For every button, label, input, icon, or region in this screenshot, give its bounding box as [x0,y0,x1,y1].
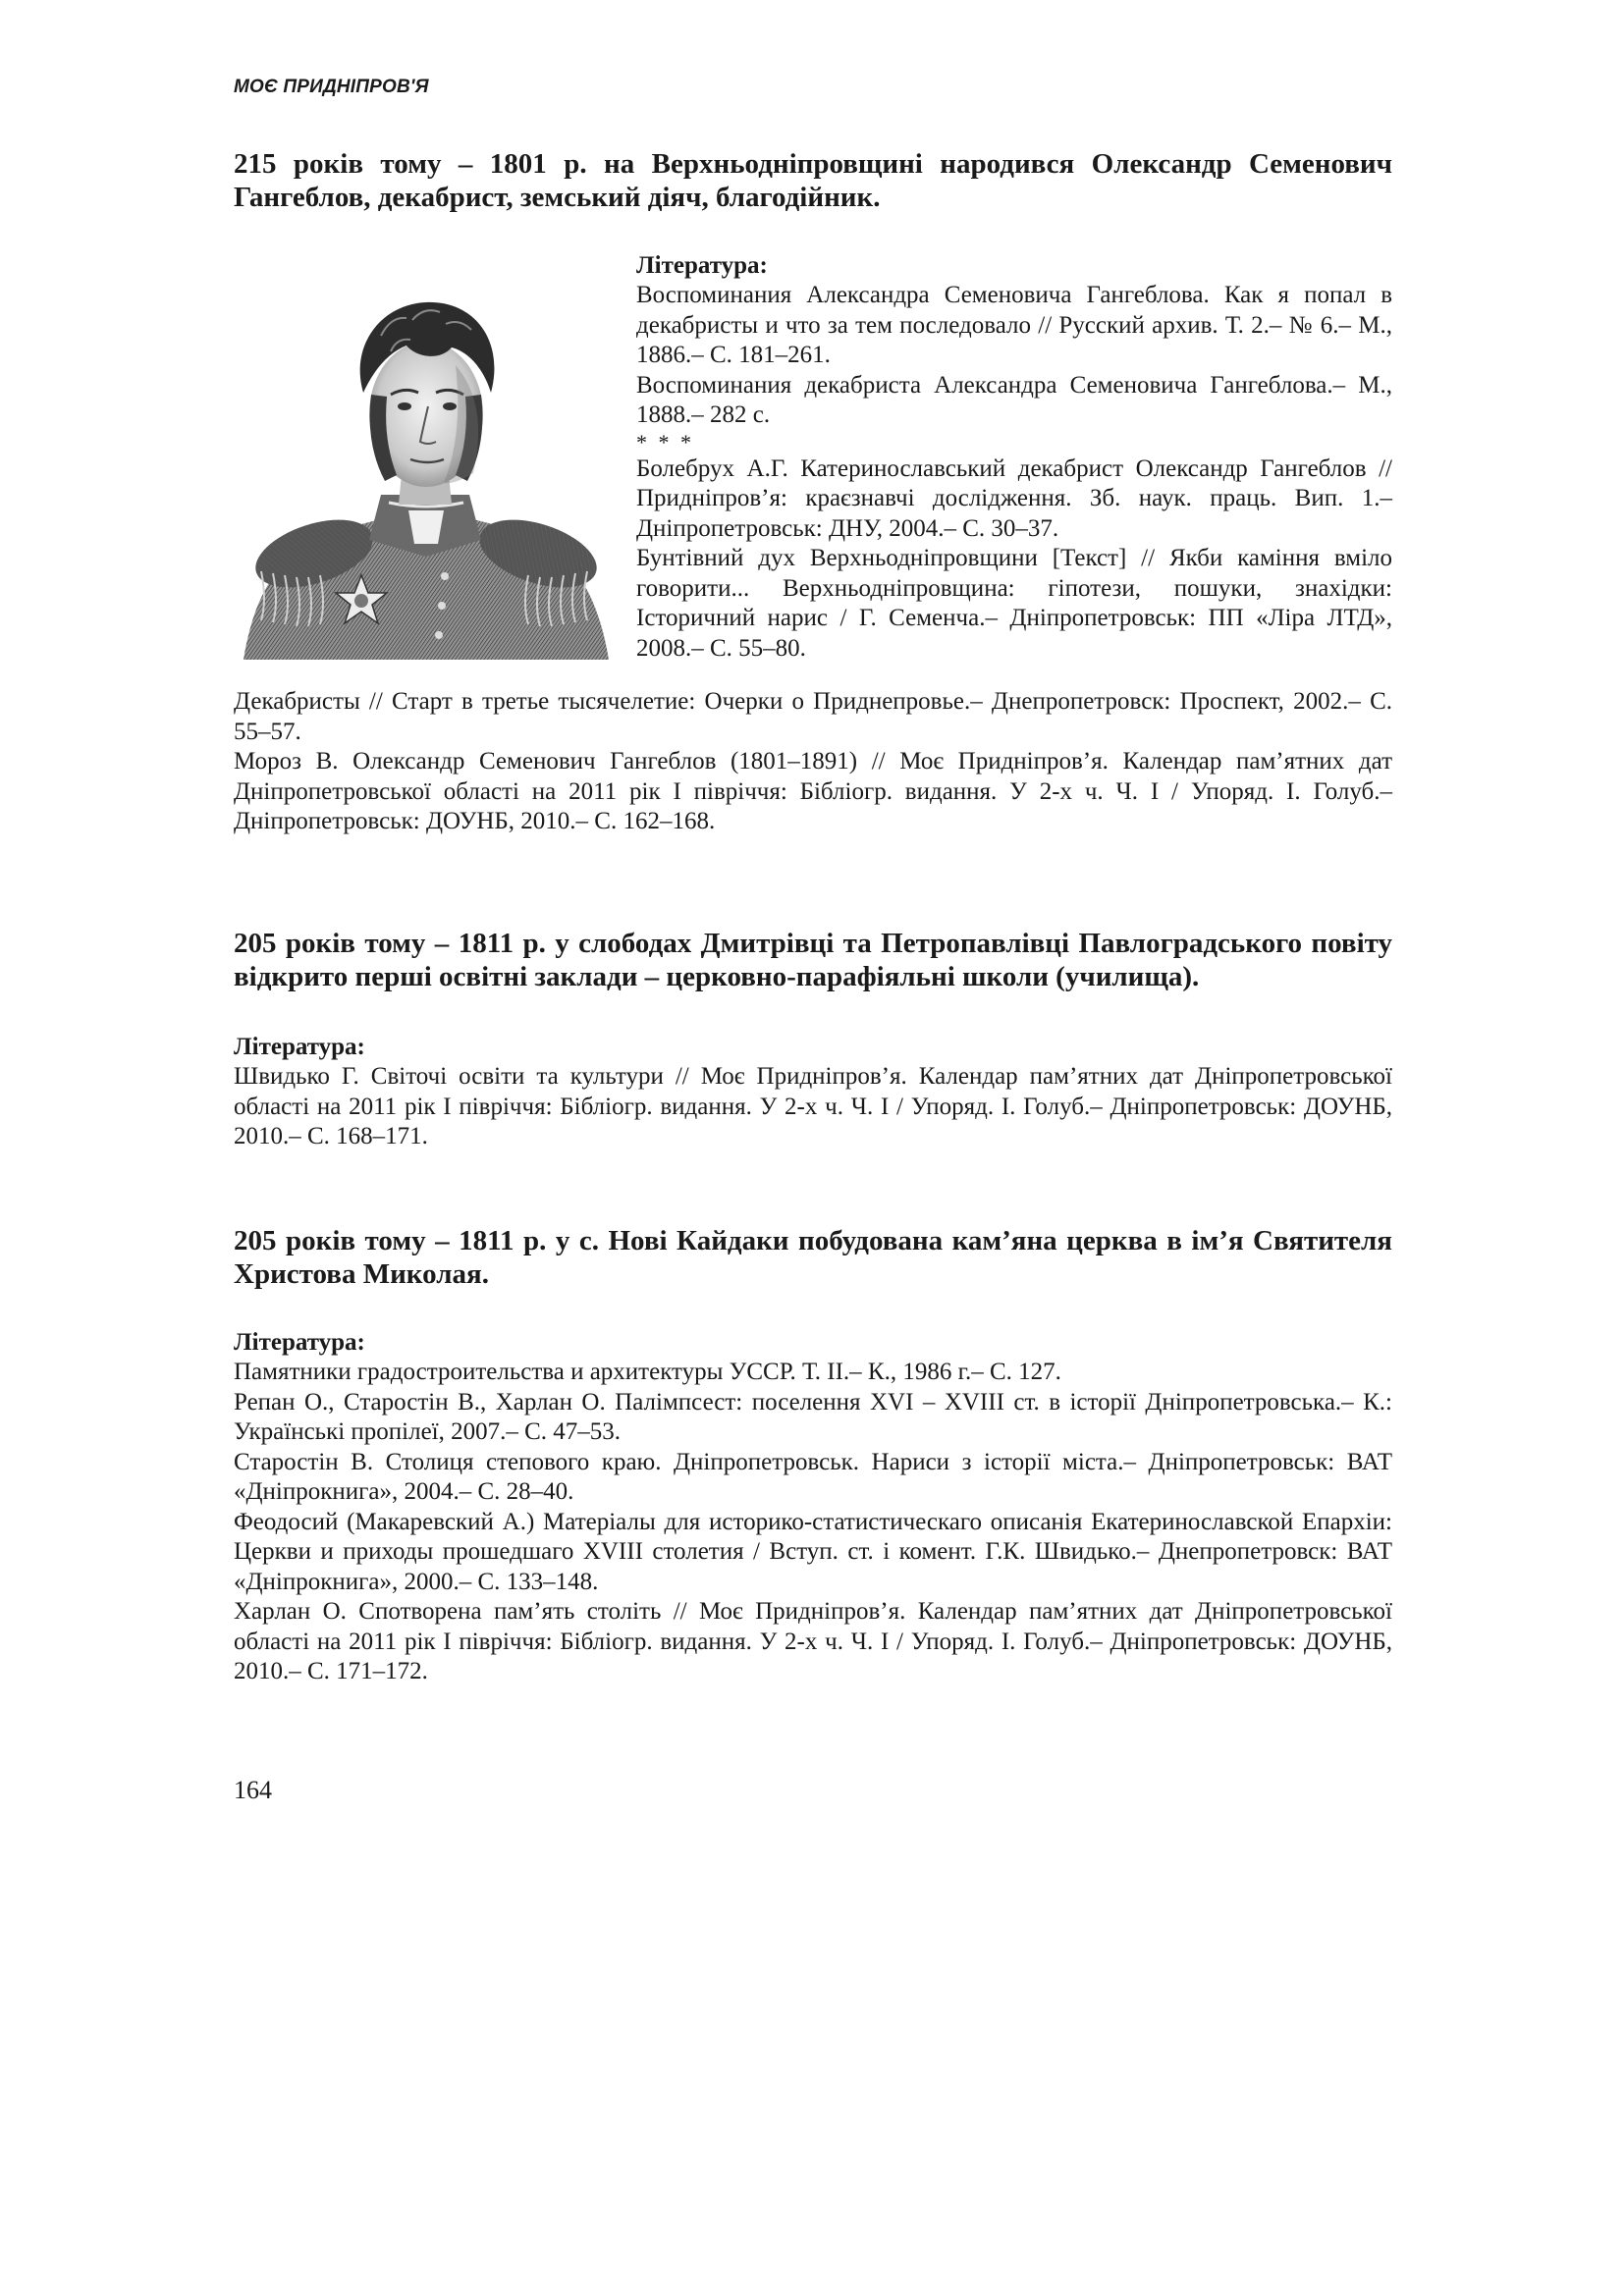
literature-entry: Старостін В. Столиця степового краю. Дніпропетровськ. Нариси з історії міста.– Дніпропетровськ: ВАТ «Дніпрокнига», 2004.– С. 28–40. [234,1448,1392,1505]
literature-entry: Памятники градостроительства и архитектуры УССР. Т. ІІ.– К., 1986 г.– С. 127. [234,1359,1061,1385]
literature-block-beside-portrait [636,251,1392,664]
literature-entry: Декабристы // Старт в третье тысячелетие: Очерки о Приднепровье.– Днепропетровск: Проспект, 2002.– С. 55–57. [234,688,1392,745]
literature-entry: Болебрух А.Г. Катеринославський декабрист Олександр Гангеблов // Придніпров’я: краєзнавчі дослідження. Зб. наук. праць. Вип. 1.– Дніпропетровськ: ДНУ, 2004.– С. 30–37. [636,454,1392,542]
literature-block-full-width [234,687,1392,837]
running-head: МОЄ ПРИДНІПРОВ'Я [234,77,429,97]
section-1-heading-block [234,147,1392,214]
literature-entry: Воспоминания декабриста Александра Семеновича Гангеблова.– М., 1888.– 282 с. [636,371,1392,428]
section-3 [234,1224,1392,1687]
section-heading: 205 років тому – 1811 р. у слободах Дмитрівці та Петропавлівці Павлоградського повіту відкрито перші освітні заклади – церковно-парафіяльні школи (училища). [234,928,1392,992]
literature-title: Література: [234,1034,365,1060]
literature-entry: Мороз В. Олександр Семенович Гангеблов (1801–1891) // Моє Придніпров’я. Календар пам’ятних дат Дніпропетровської області на 2011 рік І півріччя: Бібліогр. видання. У 2-х ч. Ч. І / Упоряд. І. Голуб.– Дніпропетровськ: ДОУНБ, 2010.– С. 162–168. [234,748,1392,834]
entry-separator: * * * [636,429,694,454]
section-heading: 205 років тому – 1811 р. у с. Нові Кайдаки побудована кам’яна церква в ім’я Святителя Христова Миколая. [234,1225,1392,1290]
literature-title: Література: [636,252,768,279]
section-2 [234,927,1392,1152]
literature-entry: Швидько Г. Світочі освіти та культури // Моє Придніпров’я. Календар пам’ятних дат Дніпропетровської області на 2011 рік І півріччя: Бібліогр. видання. У 2-х ч. Ч. І / Упоряд. І. Голуб.– Дніпропетровськ: ДОУНБ, 2010.– С. 168–171. [234,1063,1392,1149]
literature-title: Література: [234,1329,365,1356]
literature-entry: Феодосий (Макаревский А.) Матеріалы для историко-статистическаго описанія Екатеринославской Епархіи: Церкви и приходы прошедшаго XVIII столетия / Вступ. ст. і комент. Г.К. Швидько.– Днепропетровск: ВАТ «Дніпрокнига», 2000.– С. 133–148. [234,1508,1392,1595]
literature-entry: Харлан О. Спотворена пам’ять століть // Моє Придніпров’я. Календар пам’ятних дат Дніпропетровської області на 2011 рік І півріччя: Бібліогр. видання. У 2-х ч. Ч. І / Упоряд. І. Голуб.– Дніпропетровськ: ДОУНБ, 2010.– С. 171–172. [234,1598,1392,1684]
page-number: 164 [234,1776,272,1804]
literature-entry: Репан О., Старостін В., Харлан О. Палімпсест: поселення XVI – XVIII ст. в історії Дніпропетровська.– К.: Українські пропілеї, 2007.– С. 47–53. [234,1388,1392,1445]
literature-entry: Воспоминания Александра Семеновича Гангеблова. Как я попал в декабристы и что за тем последовало // Русский архив. Т. 2.– № 6.– М., 1886.– С. 181–261. [636,282,1392,368]
literature-entry: Бунтівний дух Верхньодніпровщини [Текст] // Якби каміння вміло говорити... Верхньодніпровщина: гіпотези, пошуки, знахідки: Історичний нарис / Г. Семенча.– Дніпропетровськ: ПП «Ліра ЛТД», 2008.– С. 55–80. [636,545,1392,662]
portrait-engraving [234,277,617,660]
portrait-image [234,277,617,660]
section-heading: 215 років тому – 1801 р. на Верхньодніпровщині народився Олександр Семенович Гангеблов, декабрист, земський діяч, благодійник. [234,148,1392,213]
